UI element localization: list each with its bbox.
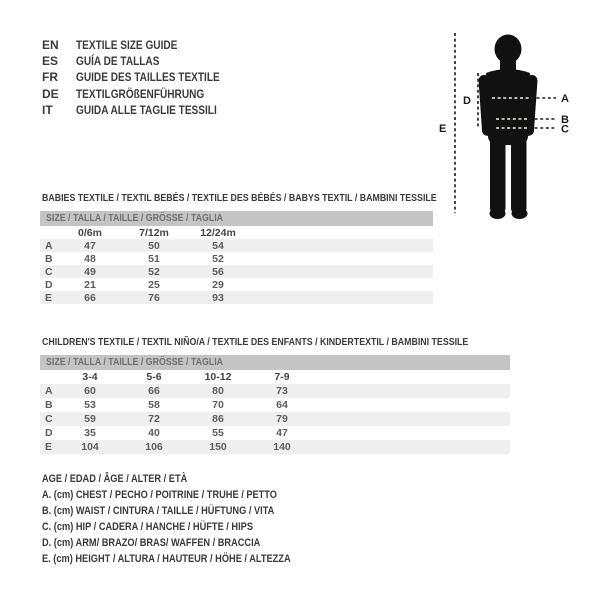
cell: 52 [148,265,160,278]
cell: 25 [148,278,160,291]
col-header: 12/24m [200,226,236,239]
measurement-legend [42,471,338,567]
cell: 47 [276,427,288,439]
table-row [40,291,433,304]
table-row [40,384,510,398]
language-code: EN [42,38,59,52]
table-row [40,278,433,291]
table-row [40,440,510,454]
cell: 51 [148,252,160,265]
language-row [42,86,247,102]
table-header-row [40,226,433,239]
legend-item: A. (cm) CHEST / PECHO / POITRINE / TRUHE / PETTO [42,489,277,501]
col-header: 5-6 [146,371,162,383]
row-label: D [45,427,53,439]
cell: 73 [276,385,288,397]
children-section [40,336,510,454]
cell: 80 [212,385,224,397]
legend-item: E. (cm) HEIGHT / ALTURA / HAUTEUR / HÖHE / ALTEZZA [42,553,291,565]
col-header: 7-9 [274,371,290,383]
height-label: E [439,123,447,135]
cell: 56 [212,265,224,278]
language-list [42,37,247,118]
cell: 47 [84,239,96,252]
language-label: GUIDE DES TAILLES TEXTILE [76,70,220,85]
language-row [42,37,247,53]
legend-item: D. (cm) ARM/ BRAZO/ BRAS/ WAFFEN / BRACCIA [42,537,261,549]
cell: 50 [148,239,160,252]
cell: 140 [273,441,291,453]
language-label: GUÍA DE TALLAS [76,54,160,69]
cell: 72 [148,413,160,425]
table-row [40,412,510,426]
children-table [40,370,510,454]
cell: 86 [212,413,224,425]
cell: 60 [84,385,96,397]
table-row [40,252,433,265]
row-label: C [45,413,53,425]
cell: 66 [84,291,96,304]
cell: 106 [145,441,163,453]
cell: 52 [212,252,224,265]
chest-label: A [561,93,569,105]
cell: 76 [148,291,160,304]
table-row [40,398,510,412]
cell: 150 [209,441,227,453]
child-silhouette [478,35,538,220]
cell: 54 [212,239,224,252]
legend-item: B. (cm) WAIST / CINTURA / TAILLE / HÜFTUNG / VITA [42,505,275,517]
table-row [40,426,510,440]
legend-age-line: AGE / EDAD / ÂGE / ALTER / ETÀ [42,473,188,485]
row-label: B [45,399,53,411]
row-label: D [45,278,53,291]
language-label: TEXTILGRÖßENFÜHRUNG [76,86,205,101]
language-row [42,69,247,85]
cell: 104 [81,441,99,453]
cell: 70 [212,399,224,411]
waist-label: B [561,114,569,126]
babies-table [40,226,433,304]
cell: 58 [148,399,160,411]
babies-section [40,192,437,304]
hip-label: C [561,123,569,136]
col-header: 3-4 [82,371,98,383]
language-code: DE [42,86,59,101]
cell: 79 [276,413,288,425]
arm-label: D [463,95,471,107]
row-label: A [45,385,53,397]
cell: 48 [84,252,96,265]
language-label: TEXTILE SIZE GUIDE [76,38,178,52]
babies-section-title: BABIES TEXTILE / TEXTIL BEBÉS / TEXTILE DES BÉBÉS / BABYS TEXTIL / BAMBINI TESSILE [42,192,437,204]
cell: 66 [148,385,160,397]
table-row [40,239,433,252]
language-code: FR [42,70,58,85]
babies-size-header-bar: SIZE / TALLA / TAILLE / GRÖSSE / TAGLIA [40,211,433,226]
cell: 49 [84,265,96,278]
table-row [40,265,433,278]
table-header-row [40,370,510,384]
cell: 35 [84,427,96,439]
cell: 59 [84,413,96,425]
col-header: 7/12m [139,226,169,239]
language-row [42,102,247,118]
row-label: E [45,441,53,453]
col-header: 0/6m [78,226,102,239]
children-size-header-bar: SIZE / TALLA / TAILLE / GRÖSSE / TAGLIA [40,355,510,370]
row-label: C [45,265,53,278]
cell: 40 [148,427,160,439]
language-code: ES [42,54,59,69]
legend-item: C. (cm) HIP / CADERA / HANCHE / HÜFTE / HIPS [42,521,254,533]
cell: 55 [212,427,224,439]
cell: 29 [212,278,224,291]
cell: 93 [212,291,224,304]
language-code: IT [42,102,53,117]
children-section-title: CHILDREN'S TEXTILE / TEXTIL NIÑO/A / TEXTILE DES ENFANTS / KINDERTEXTIL / BAMBINI TESSILE [42,336,469,348]
col-header: 10-12 [204,371,232,383]
cell: 53 [84,399,96,411]
language-row [42,53,247,69]
row-label: B [45,252,53,265]
cell: 64 [276,399,288,411]
row-label: E [45,291,53,304]
child-measurement-diagram [430,10,600,230]
row-label: A [45,239,53,252]
language-label: GUIDA ALLE TAGLIE TESSILI [76,102,217,117]
cell: 21 [84,278,96,291]
